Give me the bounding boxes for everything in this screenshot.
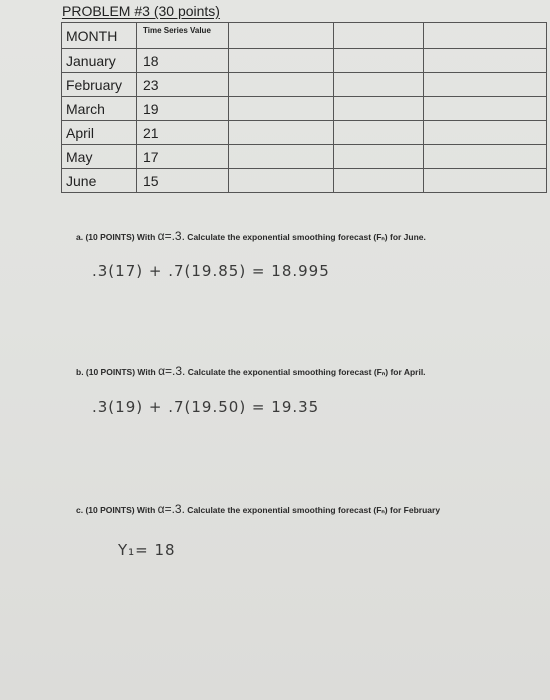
header-cell — [334, 23, 424, 49]
value-cell: 15 — [137, 169, 229, 193]
alpha-value: α=.3. — [158, 364, 186, 378]
month-cell: February — [62, 73, 137, 97]
table-cell — [334, 121, 424, 145]
header-cell — [229, 23, 334, 49]
table-cell — [334, 49, 424, 73]
table-cell — [229, 97, 334, 121]
table-cell — [229, 73, 334, 97]
table-cell — [424, 145, 547, 169]
table-cell — [424, 121, 547, 145]
alpha-value: α=.3. — [157, 229, 185, 243]
question-prefix: b. (10 POINTS) With — [76, 367, 159, 377]
value-cell: 19 — [137, 97, 229, 121]
handwritten-answer-c: Y₁= 18 — [118, 541, 176, 559]
value-cell: 17 — [137, 145, 229, 169]
table-row — [62, 49, 547, 73]
handwritten-answer-a: .3(17) + .7(19.85) = 18.995 — [92, 262, 330, 280]
month-cell: May — [62, 145, 137, 169]
question-text: Calculate the exponential smoothing forecast (Fₙ) for June. — [184, 232, 426, 242]
table-row — [62, 169, 547, 193]
header-cell — [424, 23, 547, 49]
table-cell — [229, 49, 334, 73]
table-cell — [424, 73, 547, 97]
value-cell: 21 — [137, 121, 229, 145]
question-prefix: a. (10 POINTS) With — [76, 232, 158, 242]
table-cell — [424, 97, 547, 121]
value-cell: 23 — [137, 73, 229, 97]
table-cell — [334, 97, 424, 121]
alpha-value: α=.3. — [157, 502, 185, 516]
question-b — [76, 364, 426, 378]
table-cell — [334, 73, 424, 97]
table-row — [62, 145, 547, 169]
question-a — [76, 229, 426, 243]
table-row — [62, 121, 547, 145]
header-cell-time-series-value: Time Series Value — [137, 23, 229, 49]
month-cell: June — [62, 169, 137, 193]
question-text: Calculate the exponential smoothing forecast (Fₙ) for April. — [185, 367, 426, 377]
table-cell — [334, 145, 424, 169]
table-cell — [229, 121, 334, 145]
table-row — [62, 97, 547, 121]
question-text: Calculate the exponential smoothing forecast (Fₙ) for February — [184, 505, 441, 515]
header-cell-month: MONTH — [62, 23, 137, 49]
value-cell: 18 — [137, 49, 229, 73]
table-cell — [229, 169, 334, 193]
table-cell — [334, 169, 424, 193]
month-cell: April — [62, 121, 137, 145]
month-cell: March — [62, 97, 137, 121]
table-row — [62, 73, 547, 97]
question-c — [76, 502, 440, 516]
table-header-row — [62, 23, 547, 49]
table-cell — [424, 169, 547, 193]
question-prefix: c. (10 POINTS) With — [76, 505, 158, 515]
problem-title: PROBLEM #3 (30 points) — [62, 3, 220, 19]
handwritten-answer-b: .3(19) + .7(19.50) = 19.35 — [92, 398, 320, 416]
table-cell — [229, 145, 334, 169]
table-cell — [424, 49, 547, 73]
time-series-table — [61, 22, 547, 193]
month-cell: January — [62, 49, 137, 73]
